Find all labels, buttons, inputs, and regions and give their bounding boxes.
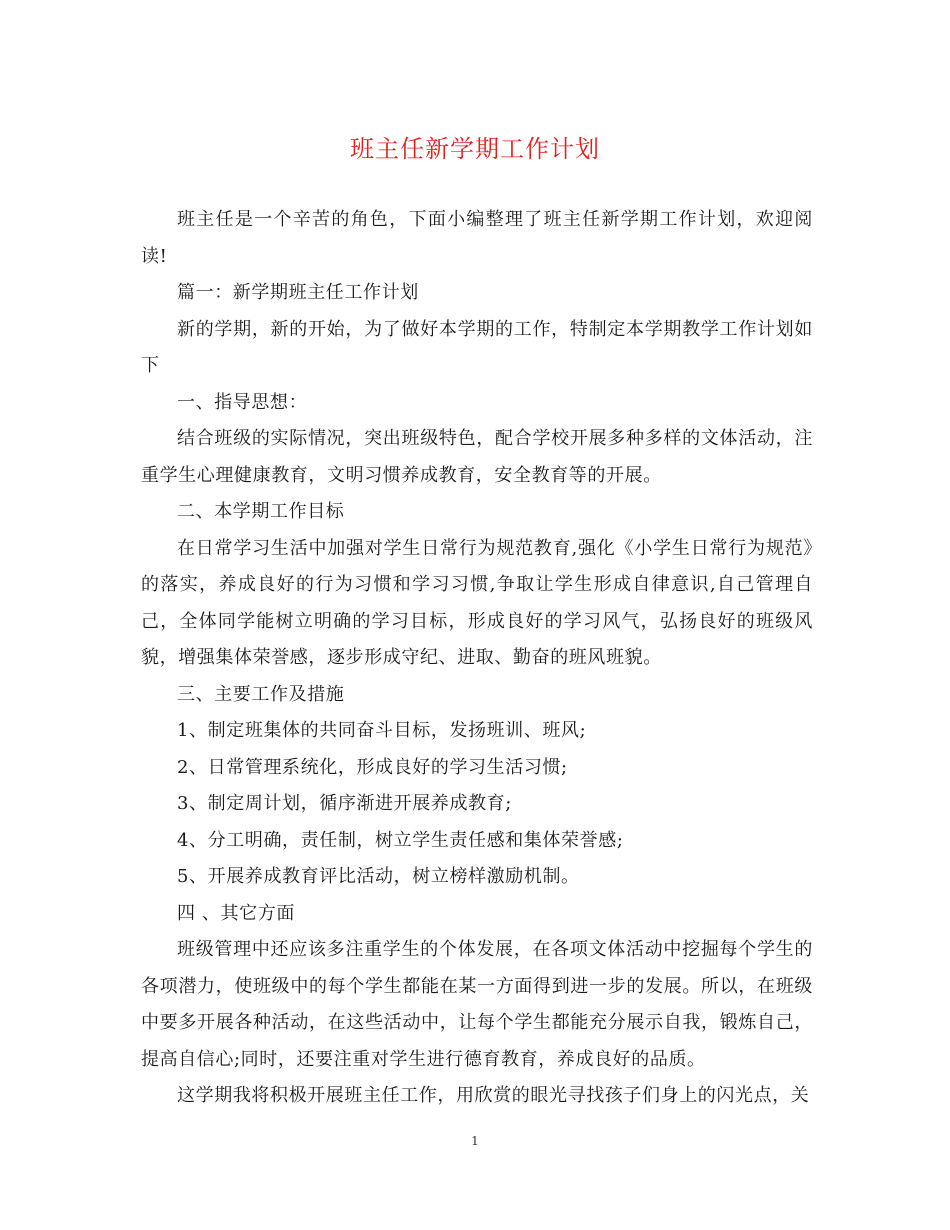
document-title: 班主任新学期工作计划 [350,135,600,163]
list-item: 3、制定周计划，循序渐进开展养成教育; [177,793,512,814]
list-item: 4、分工明确，责任制，树立学生责任感和集体荣誉感; [177,829,624,851]
document-body [141,202,813,1115]
intro-paragraph: 班主任是一个辛苦的角色，下面小编整理了班主任新学期工作计划，欢迎阅读! [141,209,813,267]
list-item: 2、日常管理系统化，形成良好的学习生活习惯; [177,756,568,778]
section-heading: 三、主要工作及措施 [177,683,345,705]
body-paragraph: 结合班级的实际情况，突出班级特色，配合学校开展多种多样的文体活动，注重学生心理健康教育，文明习惯养成教育，安全教育等的开展。 [141,428,813,486]
list-item: 1、制定班集体的共同奋斗目标，发扬班训、班风; [177,720,587,741]
section-heading: 四 、其它方面 [177,902,295,924]
section-heading: 篇一：新学期班主任工作计划 [177,282,419,303]
body-paragraph: 这学期我将积极开展班主任工作，用欣赏的眼光寻找孩子们身上的闪光点，关 [177,1085,810,1106]
list-item: 5、开展养成教育评比活动，树立榜样激励机制。 [177,866,580,887]
body-paragraph: 在日常学习生活中加强对学生日常行为规范教育,强化《小学生日常行为规范》的落实，养成良好的行为习惯和学习习惯,争取让学生形成自律意识,自己管理自己，全体同学能树立明确的学习目标，形成良好的学习风气，弘扬良好的班级风貌，增强集体荣誉感，逐步形成守纪、进取、勤奋的班风班貌。 [141,537,813,668]
page-number: 1 [471,1134,479,1148]
body-paragraph: 班级管理中还应该多注重学生的个体发展，在各项文体活动中挖掘每个学生的各项潜力，使班级中的每个学生都能在某一方面得到进一步的发展。所以，在班级中要多开展各种活动，在这些活动中，让每个学生都能充分展示自我，锻炼自己，提高自信心;同时，还要注重对学生进行德育教育，养成良好的品质。 [141,939,813,1070]
section-heading: 一、指导思想： [177,391,308,413]
body-paragraph: 新的学期，新的开始，为了做好本学期的工作，特制定本学期教学工作计划如下 [141,318,813,376]
section-heading: 二、本学期工作目标 [177,501,345,522]
